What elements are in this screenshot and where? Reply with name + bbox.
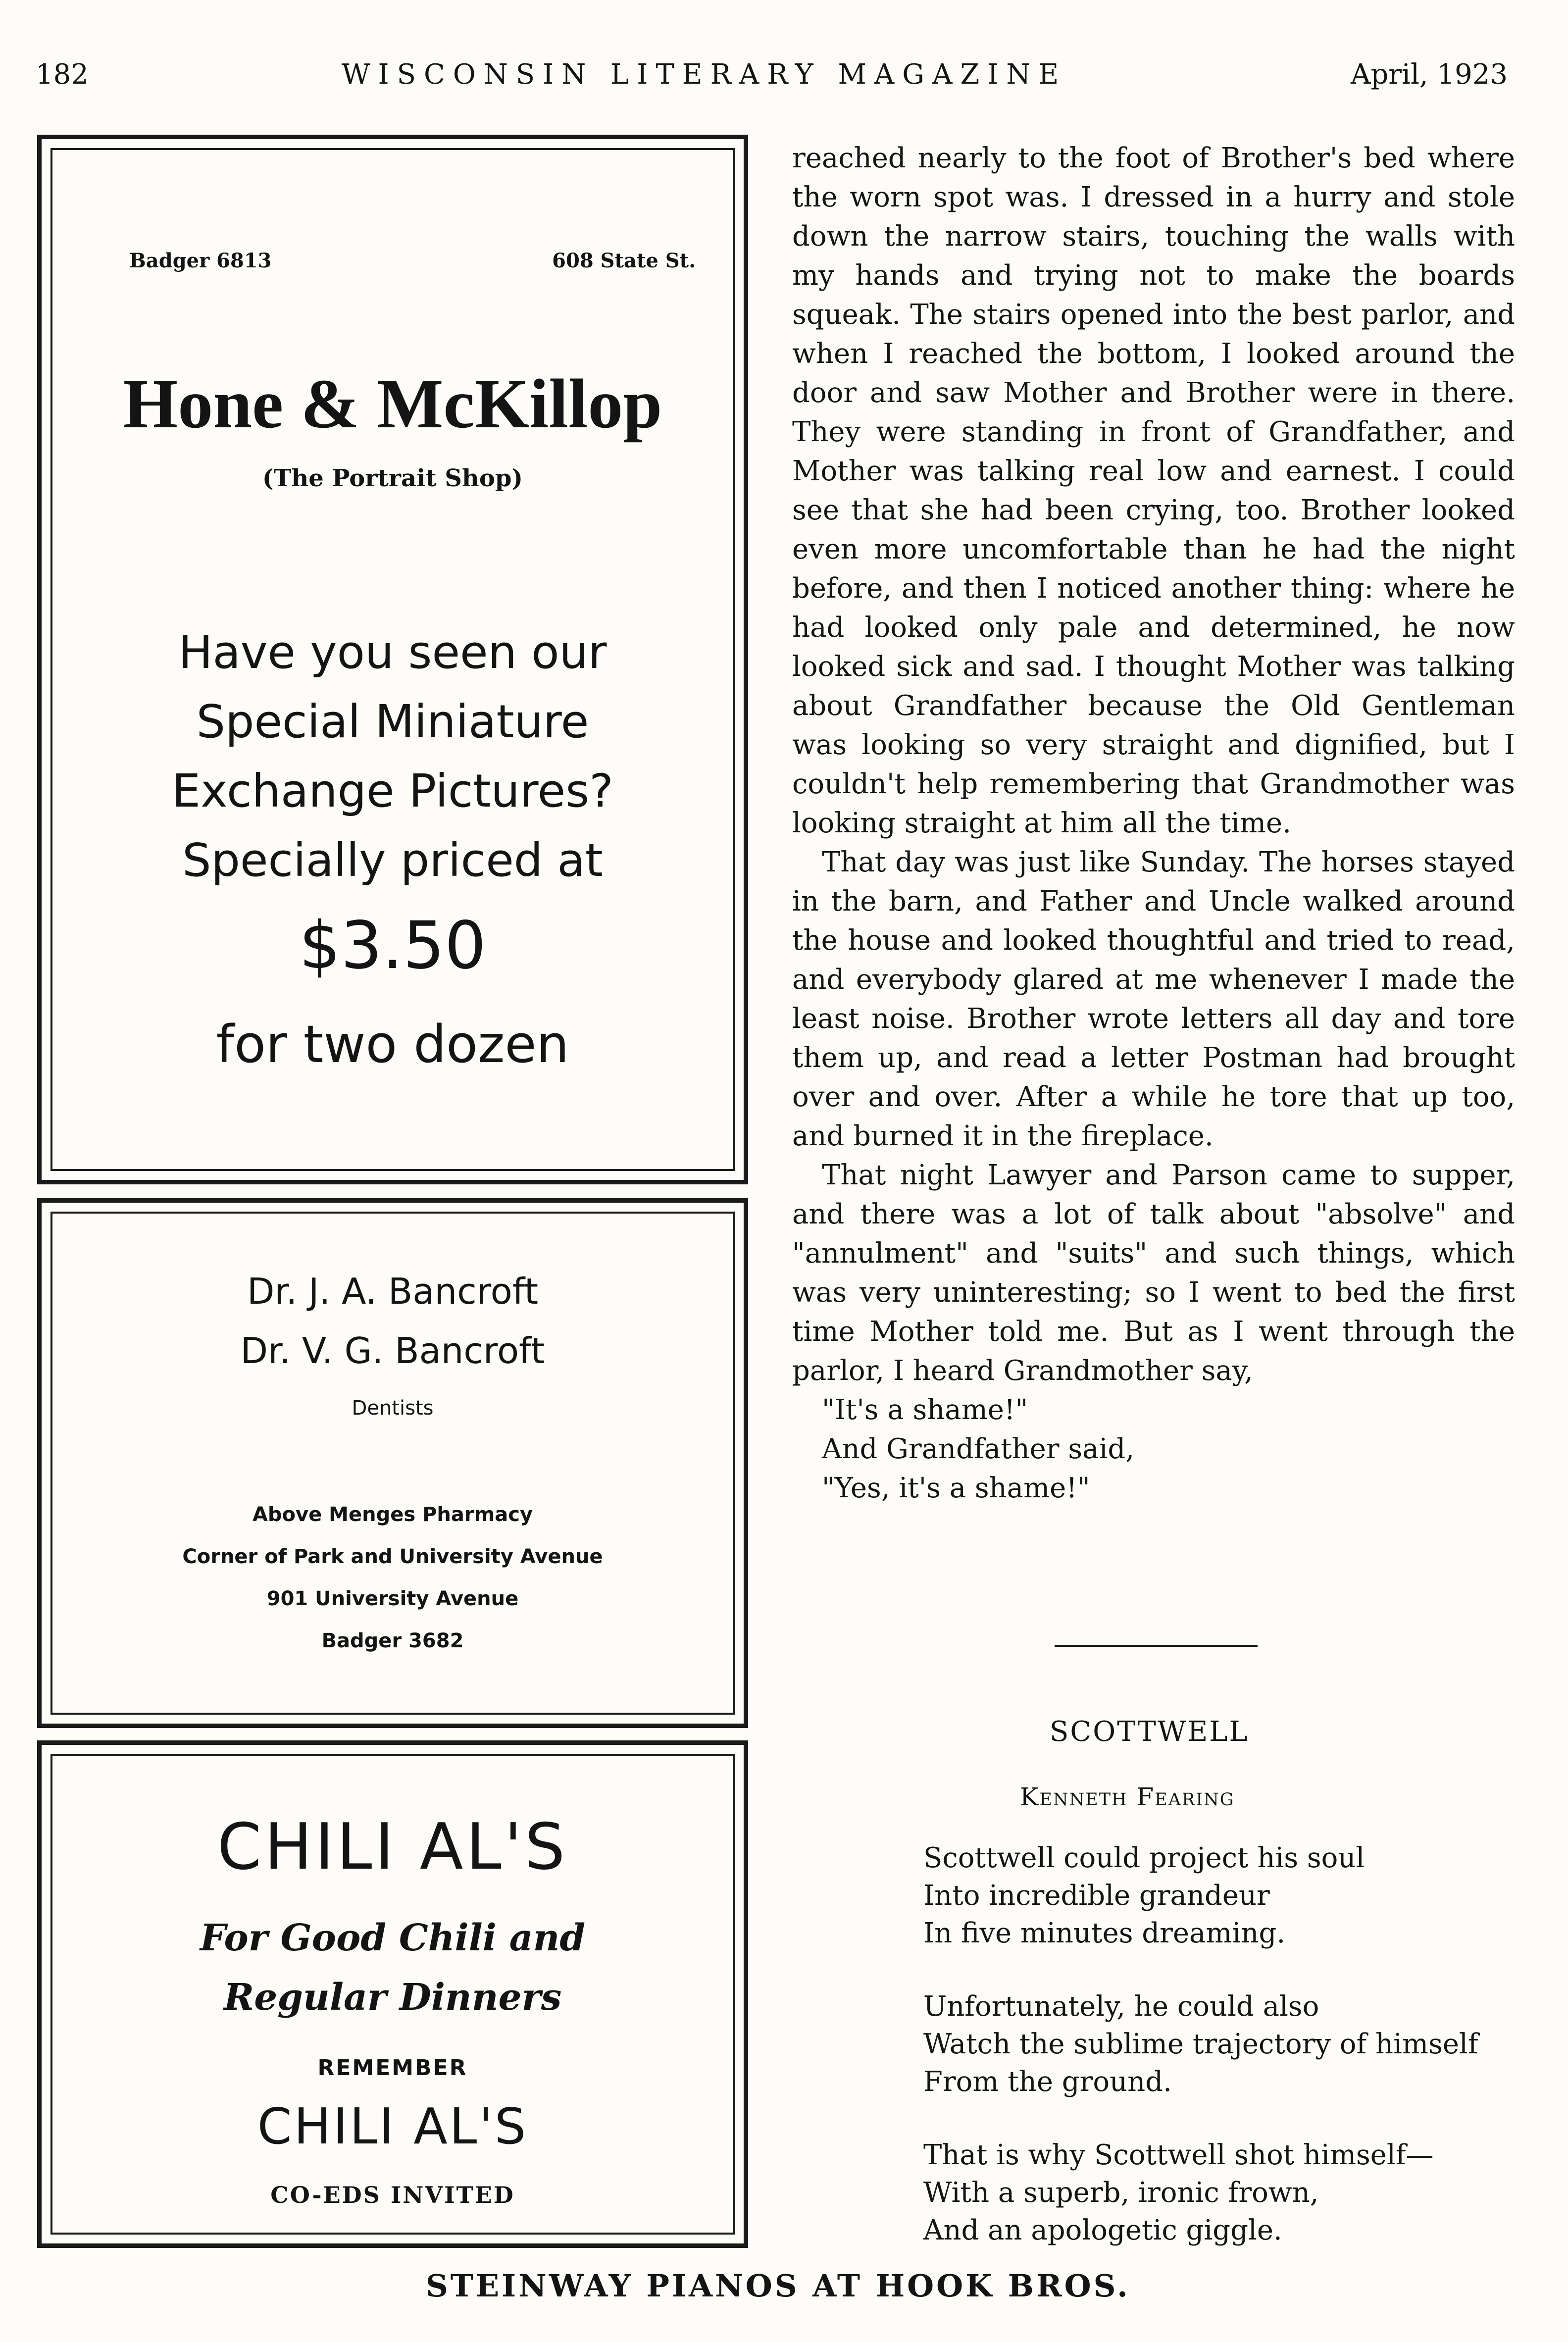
poem-line: With a superb, ironic frown, [923,2177,1319,2209]
ad-inner-border [51,148,735,1171]
story-paragraph: That day was just like Sunday. The horses stayed in the barn, and Father and Uncle walked around the house and looked thoughtful and tried to read, and everybody glared at me whenever I made the least noise. Brother wrote letters all day and tore them up, and read a letter Postman had brought over and over. After a while he tore that up too, and burned it in the fireplace. [792,846,1515,1152]
ad-phone: Badger 6813 [129,249,272,272]
ad-detail-line: 901 University Avenue [266,1587,519,1610]
ad-detail-line: Badger 3682 [321,1629,464,1652]
poem-stanza [923,1988,1478,2101]
story-paragraph: reached nearly to the foot of Brother's bed where the worn spot was. I dressed in a hurry and stole down the narrow stairs, touching the walls with my hands and trying not to make the boards squeak. The stairs opened into the best parlor, and when I reached the bottom, I looked around the door and saw Mother and Brother were in there. They were standing in front of Grandfather, and Mother was talking real low and earnest. I could see that she had been crying, too. Brother looked even more uncomfortable than he had the night before, and then I noticed another thing: where he had looked only pale and determined, he now looked sick and sad. I thought Mother was talking about Grandfather because the Old Gentleman was looking so very straight and dignified, but I couldn't help remembering that Grandmother was looking straight at him all the time. [792,142,1515,839]
ad-pitch-line: Specially priced at [182,834,603,887]
ad-doctor-name: Dr. J. A. Bancroft [247,1271,539,1312]
poem-line: And an apologetic giggle. [923,2214,1282,2246]
ad-inner-border [51,1754,735,2235]
ad-address: 608 State St. [552,249,696,272]
ad-pitch-line: Exchange Pictures? [172,764,613,817]
ad-pitch-line: Special Miniature [196,695,589,748]
poem-line: Scottwell could project his soul [923,1842,1365,1874]
magazine-title: WISCONSIN LITERARY MAGAZINE [342,58,1067,91]
poem-author: Kenneth Fearing [1020,1782,1235,1811]
ad-doctor-name: Dr. V. G. Bancroft [240,1330,545,1372]
ad-role: Dentists [352,1397,434,1420]
footer-advert: STEINWAY PIANOS AT HOOK BROS. [426,2268,1130,2304]
poem-stanza [923,1839,1365,1952]
story-dialogue: "It's a shame!" [822,1394,1028,1426]
poem-line: That is why Scottwell shot himself— [923,2139,1434,2171]
poem-line: In five minutes dreaming. [923,1917,1286,1949]
ad-business-name-repeat: CHILI AL'S [257,2097,528,2155]
ad-tagline: CO-EDS INVITED [270,2182,515,2208]
page-number: 182 [36,58,89,91]
story-column [792,139,1515,1508]
ad-inner-border [51,1212,735,1715]
ad-hone-mckillop [37,135,748,1184]
ad-business-name: Hone & McKillop [123,364,662,443]
ad-quantity: for two dozen [216,1014,569,1074]
poem-line: From the ground. [923,2066,1172,2098]
ad-detail-line: Corner of Park and University Avenue [182,1545,603,1568]
ad-detail-line: Above Menges Pharmacy [252,1503,533,1526]
poem-title: SCOTTWELL [1050,1716,1249,1748]
ad-price: $3.50 [299,908,486,984]
story-paragraph: That night Lawyer and Parson came to supper, and there was a lot of talk about "absolve" and "annulment" and "suits" and such things, which was very uninteresting; so I went to bed the first time Mother told me. But as I went through the parlor, I heard Grandmother say, [792,1159,1515,1387]
poem-stanza [923,2137,1434,2249]
poem-line: Watch the sublime trajectory of himself [923,2028,1478,2060]
poem-line: Into incredible grandeur [923,1880,1270,1912]
section-divider [1055,1645,1258,1647]
ad-remember: REMEMBER [317,2055,468,2081]
ad-subtitle: (The Portrait Shop) [262,464,523,492]
story-dialogue: "Yes, it's a shame!" [822,1472,1090,1504]
ad-slogan-line: For Good Chili and [200,1917,586,1959]
ad-business-name: CHILI AL'S [217,1810,568,1884]
issue-date: April, 1923 [1351,58,1508,91]
poem-line: Unfortunately, he could also [923,1990,1319,2023]
story-dialogue: And Grandfather said, [822,1433,1135,1465]
ad-chili-als [37,1740,748,2248]
ad-slogan-line: Regular Dinners [223,1976,562,2019]
ad-pitch-line: Have you seen our [178,626,607,679]
ad-bancroft [37,1198,748,1728]
